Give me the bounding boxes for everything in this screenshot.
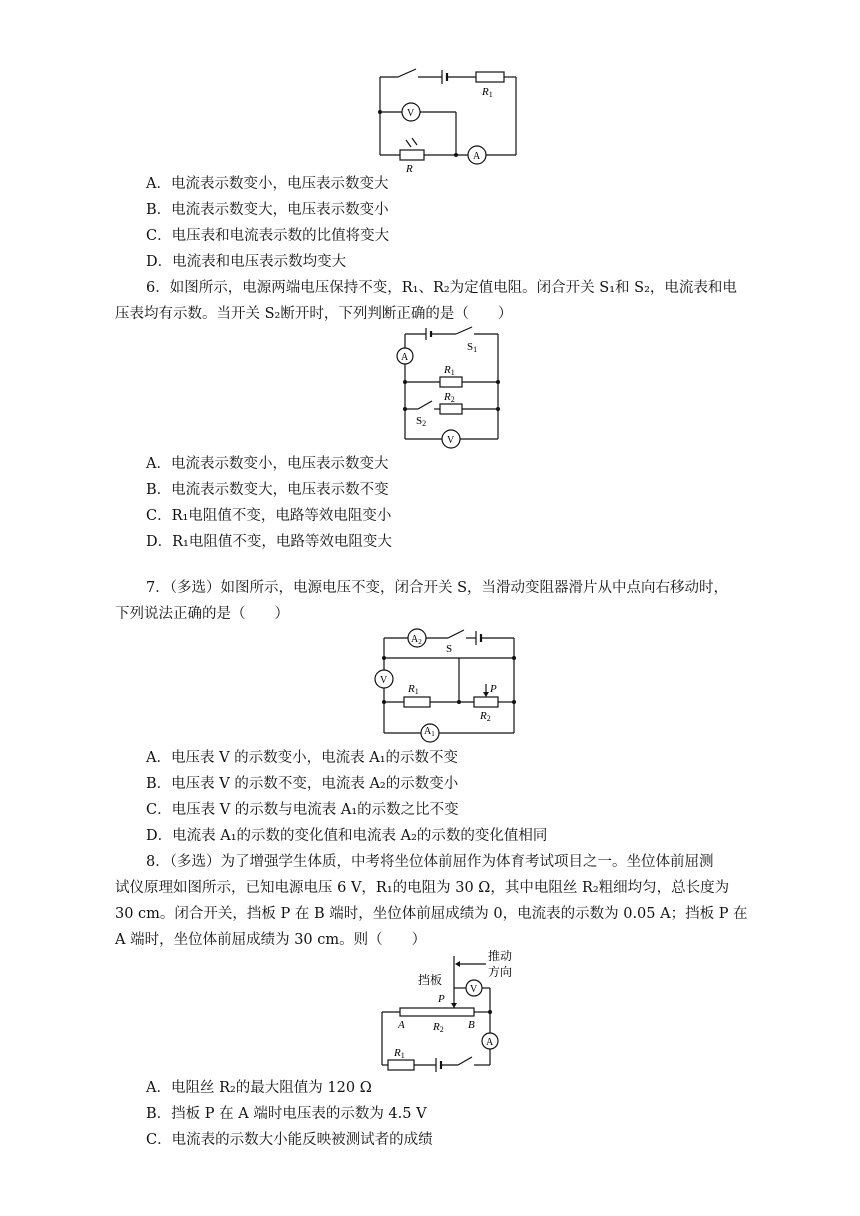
q7-option-d: D．电流表 A₁的示数的变化值和电流表 A₂的示数的变化值相同 bbox=[146, 828, 548, 844]
q6-stem-line1: 6．如图所示，电源两端电压保持不变，R₁、R₂为定值电阻。闭合开关 S₁和 S₂，电流表和电 bbox=[146, 280, 737, 296]
r1-label: R1 bbox=[444, 364, 455, 377]
r2-label: R2 bbox=[480, 710, 491, 723]
end-a-label: A bbox=[398, 1019, 405, 1031]
voltmeter-label: V bbox=[447, 435, 455, 446]
q7-stem-line1: 7．（多选）如图所示，电源电压不变，闭合开关 S，当滑动变阻器滑片从中点向右移动时， bbox=[146, 580, 729, 596]
circuit-figure-q5 bbox=[370, 62, 530, 174]
q8-option-a: A．电阻丝 R₂的最大阻值为 120 Ω bbox=[146, 1080, 372, 1096]
q7-stem-line2: 下列说法正确的是（ ） bbox=[115, 606, 289, 622]
s1-label: S1 bbox=[467, 341, 478, 354]
r2-label: R2 bbox=[433, 1021, 444, 1034]
push-direction-label-1: 推动 bbox=[488, 949, 513, 963]
q8-stem-line3: 30 cm。闭合开关，挡板 P 在 B 端时，坐位体前屈成绩为 0，电流表的示数为 0.05 A；挡板 P 在 bbox=[115, 906, 748, 922]
r1-label: R1 bbox=[394, 1047, 405, 1060]
a2-label: $A_2$ bbox=[411, 634, 422, 646]
voltmeter-label: V bbox=[407, 108, 415, 119]
r2-label: R2 bbox=[444, 391, 455, 404]
q8-stem-line1: 8．（多选）为了增强学生体质，中考将坐位体前屈作为体育考试项目之一。坐位体前屈测 bbox=[146, 854, 714, 870]
q8-stem-line4: A 端时，坐位体前屈成绩为 30 cm。则（ ） bbox=[115, 932, 427, 948]
q7-option-a: A．电压表 V 的示数变小，电流表 A₁的示数不变 bbox=[146, 750, 459, 766]
q8-option-b: B．挡板 P 在 A 端时电压表的示数为 4.5 V bbox=[146, 1106, 427, 1122]
q6-option-d: D．R₁电阻值不变，电路等效电阻变大 bbox=[146, 534, 392, 550]
a1-label: $A_1$ bbox=[424, 726, 435, 738]
r-label: R bbox=[406, 163, 413, 175]
q8-option-c: C．电流表的示数大小能反映被测试者的成绩 bbox=[146, 1132, 433, 1148]
baffle-label: 挡板 bbox=[418, 973, 443, 987]
switch-s-label: S bbox=[446, 643, 453, 655]
slider-p-label: P bbox=[490, 683, 497, 695]
q5-option-a: A．电流表示数变小，电压表示数变大 bbox=[146, 176, 389, 192]
voltmeter-label: V bbox=[380, 675, 388, 686]
ammeter-label: A bbox=[473, 151, 481, 162]
q8-stem-line2: 试仪原理如图所示，已知电源电压 6 V，R₁的电阻为 30 Ω，其中电阻丝 R₂粗细均匀，总长度为 bbox=[115, 880, 730, 896]
voltmeter-label: V bbox=[470, 984, 478, 995]
ammeter-label: A bbox=[401, 352, 409, 363]
q5-option-c: C．电压表和电流表示数的比值将变大 bbox=[146, 228, 390, 244]
q5-option-b: B．电流表示数变大，电压表示数变小 bbox=[146, 202, 389, 218]
q7-option-c: C．电压表 V 的示数与电流表 A₁的示数之比不变 bbox=[146, 802, 459, 818]
q5-option-d: D．电流表和电压表示数均变大 bbox=[146, 254, 347, 270]
circuit-figure-q8 bbox=[378, 948, 518, 1074]
circuit-figure-q7 bbox=[372, 626, 518, 744]
q6-stem-line2: 压表均有示数。当开关 S₂断开时，下列判断正确的是（ ） bbox=[115, 306, 513, 322]
q6-option-c: C．R₁电阻值不变，电路等效电阻变小 bbox=[146, 508, 392, 524]
r1-label: R1 bbox=[408, 683, 419, 696]
q6-option-b: B．电流表示数变大，电压表示数不变 bbox=[146, 482, 389, 498]
push-direction-label-2: 方向 bbox=[488, 965, 513, 979]
q6-option-a: A．电流表示数变小，电压表示数变大 bbox=[146, 456, 389, 472]
s2-label: S2 bbox=[416, 415, 427, 428]
baffle-p-label: P bbox=[438, 993, 445, 1005]
ammeter-label: A bbox=[486, 1037, 494, 1048]
q7-option-b: B．电压表 V 的示数不变，电流表 A₂的示数变小 bbox=[146, 776, 459, 792]
r1-label: R1 bbox=[482, 86, 493, 99]
circuit-figure-q6 bbox=[392, 326, 504, 450]
end-b-label: B bbox=[468, 1019, 475, 1031]
